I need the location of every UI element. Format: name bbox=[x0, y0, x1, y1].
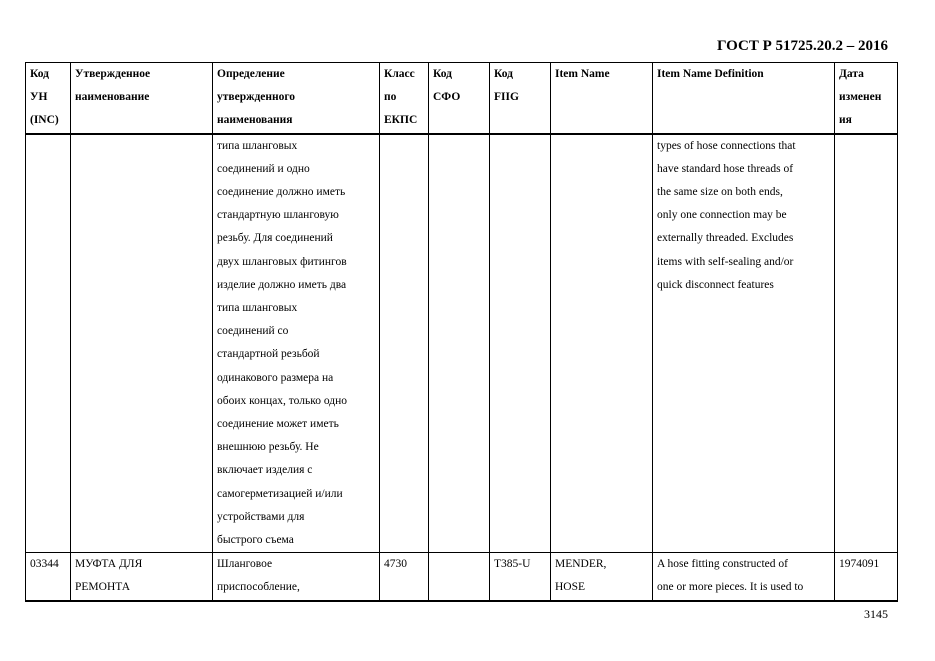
cell-item-name-definition: types of hose connections that have standard hose threads of the same size on both ends, only one connection may be externally threaded. Excludes items with self-sealing and/or quick disconnect features bbox=[653, 134, 835, 553]
column-header-sfo-code: Код СФО bbox=[429, 63, 490, 134]
cell-definition: типа шланговых соединений и одно соединение должно иметь стандартную шланговую резьбу. Для соединений двух шланговых фитингов изделие должно иметь два типа шланговых соединений со стандартной резьбой одинакового размера на обоих концах, только одно соединение может иметь внешнюю резьбу. Не включает изделия с самогерметизацией и/или устройствами для быстрого съема bbox=[213, 134, 380, 553]
cell-inc: 03344 bbox=[26, 553, 71, 601]
cell-inc bbox=[26, 134, 71, 553]
cell-item-name-definition: A hose fitting constructed of one or more pieces. It is used to bbox=[653, 553, 835, 601]
column-header-item-name: Item Name bbox=[551, 63, 653, 134]
cell-ekps-class bbox=[380, 134, 429, 553]
column-header-change-date: Дата изменен ия bbox=[835, 63, 898, 134]
nomenclature-table bbox=[25, 62, 898, 602]
column-header-definition: Определение утвержденного наименования bbox=[213, 63, 380, 134]
cell-sfo-code bbox=[429, 553, 490, 601]
column-header-inc: Код УН (INC) bbox=[26, 63, 71, 134]
table-row bbox=[26, 134, 898, 553]
standard-designation: ГОСТ Р 51725.20.2 – 2016 bbox=[716, 38, 888, 54]
column-header-fiig-code: Код FIIG bbox=[490, 63, 551, 134]
table-header-row bbox=[26, 63, 898, 134]
cell-approved-name bbox=[71, 134, 213, 553]
cell-change-date: 1974091 bbox=[835, 553, 898, 601]
column-header-item-name-definition: Item Name Definition bbox=[653, 63, 835, 134]
cell-fiig-code: T385-U bbox=[490, 553, 551, 601]
cell-approved-name: МУФТА ДЛЯ РЕМОНТА bbox=[71, 553, 213, 601]
column-header-ekps-class: Класс по ЕКПС bbox=[380, 63, 429, 134]
table-row bbox=[26, 553, 898, 601]
cell-ekps-class: 4730 bbox=[380, 553, 429, 601]
cell-change-date bbox=[835, 134, 898, 553]
page-number: 3145 bbox=[864, 607, 888, 621]
cell-definition: Шланговое приспособление, bbox=[213, 553, 380, 601]
cell-sfo-code bbox=[429, 134, 490, 553]
cell-item-name: MENDER, HOSE bbox=[551, 553, 653, 601]
column-header-approved-name: Утвержденное наименование bbox=[71, 63, 213, 134]
cell-item-name bbox=[551, 134, 653, 553]
cell-fiig-code bbox=[490, 134, 551, 553]
